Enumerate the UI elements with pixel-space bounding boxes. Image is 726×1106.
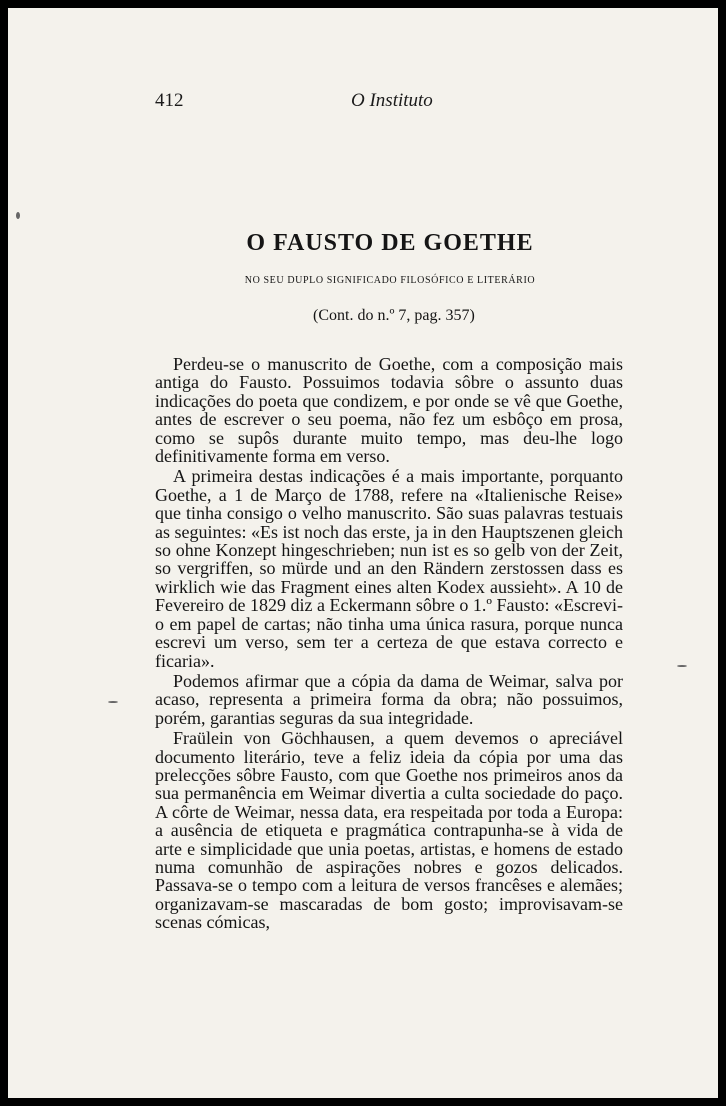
continuation-note: (Cont. do n.º 7, pag. 357) <box>313 307 475 324</box>
article-body <box>155 355 623 932</box>
paper-speck <box>677 665 687 667</box>
paragraph: Fraülein von Göchhausen, a quem devemos o apreciável documento literário, teve a feliz ideia da cópia por uma das prelecções sôbre Fausto, com que Goethe nos primeiros anos da sua permanência em Weimar divertia a culta sociedade do paço. A côrte de Weimar, nessa data, era respeitada por toda a Europa: a ausência de etiqueta e pragmática contrapunha-se à vida de arte e simplicidade que unia poetas, artistas, e homens de estado numa comunhão de aspirações nobres e gozos delicados. Passava-se o tempo com a leitura de versos francêses e alemães; organizavam-se mascaradas de bom gosto; improvisavam-se scenas cómicas, <box>155 728 623 933</box>
article-title-block <box>155 230 625 286</box>
book-page <box>8 8 718 1098</box>
paragraph: Podemos afirmar que a cópia da dama de Weimar, salva por acaso, representa a primeira forma da obra; não possuimos, porém, garantias seguras da sua integridade. <box>155 670 623 728</box>
paper-speck <box>108 701 118 703</box>
paragraph: Perdeu-se o manuscrito de Goethe, com a composição mais antiga do Fausto. Possuimos todavia sôbre o assunto duas indicações do poeta que condizem, e por onde se vê que Goethe, antes de escrever o seu poema, não fez um esbôço em prosa, como se supôs durante muito tempo, mas deu-lhe logo definitivamente forma em verso. <box>155 354 623 467</box>
paper-speck <box>16 212 20 219</box>
article-title: O FAUSTO DE GOETHE <box>246 230 534 256</box>
running-title: O Instituto <box>351 90 433 111</box>
paragraph: A primeira destas indicações é a mais importante, porquanto Goethe, a 1 de Março de 1788, refere na «Italienische Reise» que tinha consigo o velho manuscrito. São suas palavras testuais as seguintes: «Es ist noch das erste, ja in den Hauptszenen gleich so ohne Konzept hingeschrieben; nun ist es so gelb von der Zeit, so vergriffen, so mürde und an den Rändern zerstossen dass es wirklich wie das Fragment eines alten Kodex aussieht». A 10 de Fevereiro de 1829 diz a Eckermann sôbre o 1.º Fausto: «Escrevi-o em papel de cartas; não tinha uma única rasura, porque nunca escrevi um verso, sem ter a certeza de que estava correcto e ficaria». <box>155 466 623 671</box>
article-subtitle: NO SEU DUPLO SIGNIFICADO FILOSÓFICO E LITERÁRIO <box>244 275 536 286</box>
page-number: 412 <box>155 90 184 111</box>
